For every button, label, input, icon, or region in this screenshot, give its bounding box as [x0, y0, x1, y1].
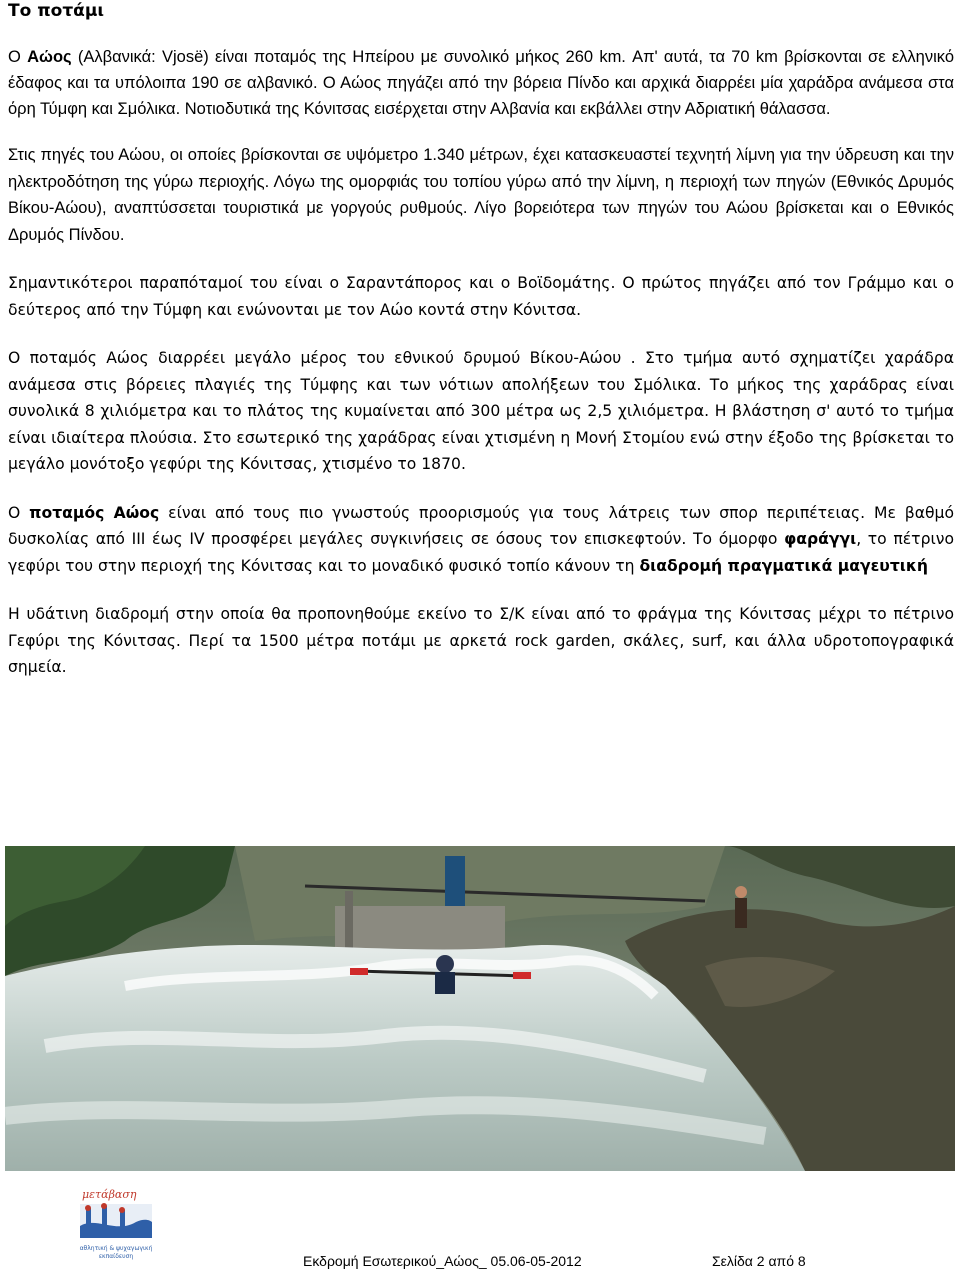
bold-aoos: Αώος: [27, 48, 72, 66]
bold-river: ποταμός Αώος: [29, 503, 160, 522]
paragraph-tributaries: Σημαντικότεροι παραπόταμοί του είναι ο Σαραντάπορος και ο Βοϊδομάτης. Ο πρώτος πηγάζει από τον Γράμμο και ο δεύτερος από την Τύμφη και ενώνονται με τον Αώο κοντά στην Κόνιτσα.: [8, 274, 954, 319]
paragraph-gorge: Ο ποταμός Αώος διαρρέει μεγάλο μέρος του εθνικού δρυμού Βίκου-Αώου . Στο τμήμα αυτό σχηματίζει χαράδρα ανάμεσα στις βόρειες πλαγιές της Τύμφης και των νότιων απολήξεων του Σμόλικα. Το μήκος της χαράδρας είναι συνολικά 8 χιλιόμετρα και το πλάτος της κυμαίνεται από 300 μέτρα ως 2,5 χιλιόμετρα. Η βλάστηση σ' αυτό το τμήμα είναι ιδιαίτερα πλούσια. Στο εσωτερικό της χαράδρας είναι χτισμένη η Μονή Στομίου ενώ στην έξοδο της βρίσκεται το μεγάλο μονότοξο γεφύρι της Κόνιτσας, χτισμένο το 1870.: [8, 349, 954, 473]
paragraph-adventure: [8, 500, 954, 580]
svg-text:αθλητική & ψυχαγωγική: αθλητική & ψυχαγωγική: [79, 1245, 153, 1252]
text-run: (Αλβανικά: Vjosë) είναι ποταμός της Ηπείρου με συνολικό μήκος 260 km. Απ' αυτά, τα 70 km βρίσκονται σε ελληνικό έδαφος και τα υπόλοιπα 190 σε αλβανικό. Ο Αώος πηγάζει από την βόρεια Πίνδο και αρχικά διαρρέει μία χαράδρα ανάμεσα στα όρη Τύμφη και Σμόλικα. Νοτιοδυτικά της Κόνιτσας εισέρχεται στην Αλβανία και εκβάλλει στην Αδριατική θάλασσα.: [8, 48, 954, 118]
paragraph-sources: Στις πηγές του Αώου, οι οποίες βρίσκονται σε υψόμετρο 1.340 μέτρων, έχει κατασκευαστεί τεχνητή λίμνη για την ύδρευση και την ηλεκτροδότηση της γύρω περιοχής. Λόγω της ομορφιάς του τοπίου γύρω από την λίμνη, η περιοχή των πηγών (Εθνικός Δρυμός Βίκου-Αώου), αναπτύσσεται τουριστικά με γοργούς ρυθμούς. Λίγο βορειότερα των πηγών του Αώου βρίσκεται και ο Εθνικός Δρυμός Πίνδου.: [8, 146, 954, 244]
metavasi-logo: [76, 1186, 156, 1264]
bold-route: διαδρομή πραγματικά μαγευτική: [639, 556, 929, 575]
svg-text:εκπαίδευση: εκπαίδευση: [98, 1253, 134, 1260]
footer-document-name: Εκδρομή Εσωτερικού_Αώος_ 05.06-05-2012: [303, 1253, 582, 1269]
document-body: [8, 44, 954, 681]
text-run: είναι από τους πιο γνωστούς προορισμούς για τους λάτρεις των σπορ περιπέτειας. Με βαθμό δυσκολίας από ΙΙΙ έως ΙV προσφέρει μεγάλες συγκινήσεις σε όσους τον επισκεφτούν. Το όμορφο: [8, 503, 955, 548]
bold-canyon: φαράγγι: [784, 530, 857, 548]
page-title: Το ποτάμι: [8, 1, 104, 21]
footer-page-number: Σελίδα 2 από 8: [712, 1253, 806, 1269]
paragraph-route: Η υδάτινη διαδρομή στην οποία θα προπονηθούμε εκείνο το Σ/Κ είναι από το φράγμα της Κόνιτσας μέχρι το πέτρινο Γεφύρι της Κόνιτσας. Περί τα 1500 μέτρα ποτάμι με αρκετά rock garden, σκάλες, surf, και άλλα υδροτοπογραφικά σημεία.: [8, 605, 954, 676]
text-run: Ο: [8, 503, 30, 522]
svg-text:μετάβαση: μετάβαση: [82, 1188, 137, 1201]
text-run: Ο: [8, 48, 28, 66]
text-run: , το πέτρινο γεφύρι του στην περιοχή της Κόνιτσας και το μοναδικό φυσικό τοπίο κάνουν τη: [8, 530, 954, 575]
kayak-rapids-photo: [5, 846, 955, 1171]
paragraph-intro: [8, 44, 954, 122]
